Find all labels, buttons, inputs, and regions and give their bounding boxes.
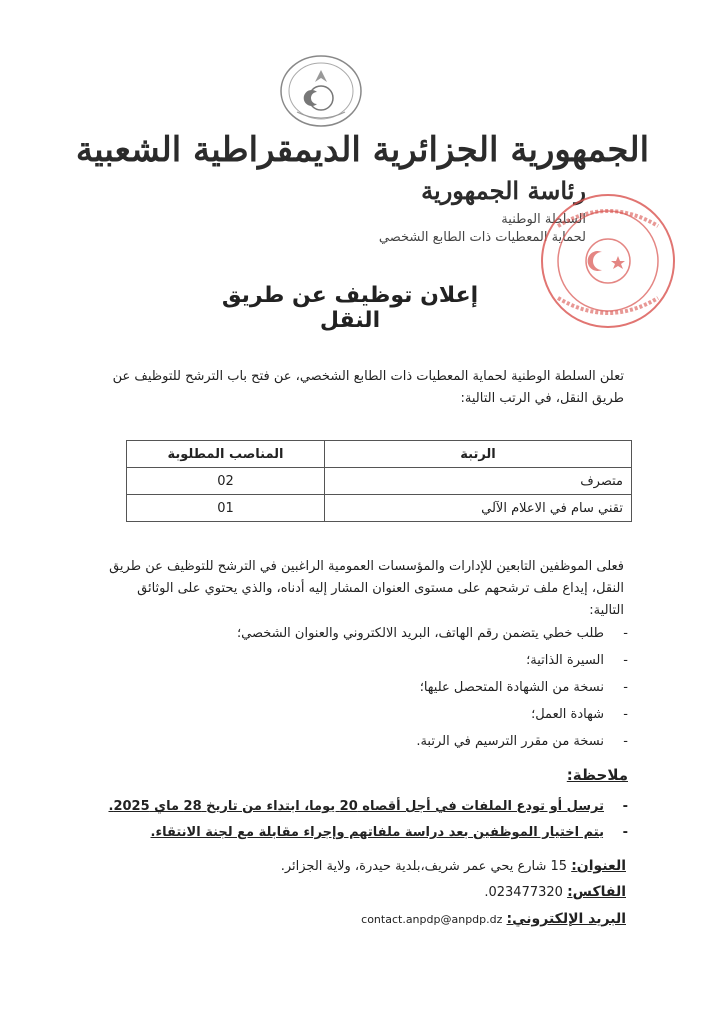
official-stamp-icon	[538, 186, 678, 336]
positions-cell: 02	[127, 468, 325, 495]
intro-paragraph: تعلن السلطة الوطنية لحماية المعطيات ذات الطابع الشخصي، عن فتح باب الترشح للتوظيف عن طريق النقل، في الرتب التالية:	[112, 369, 624, 406]
rank-cell: متصرف	[325, 468, 632, 495]
country-name: الجمهورية الجزائرية الديمقراطية الشعبية	[75, 130, 650, 170]
table-header-row	[127, 441, 632, 468]
authority-line-2: لحماية المعطيات ذات الطابع الشخصي	[378, 230, 586, 245]
list-item: - ترسل أو تودع الملفات في أجل أقصاه 20 يوما، ابتداء من تاريخ 28 ماي 2025.	[108, 794, 628, 820]
fax-label: الفاكس:	[567, 884, 626, 900]
authority-line-1: السلطة الوطنية	[501, 212, 586, 227]
list-item: - نسخة من الشهادة المتحصل عليها؛	[188, 674, 628, 701]
address-value: 15 شارع يحي عمر شريف،بلدية حيدرة، ولاية الجزائر.	[280, 859, 568, 874]
notes-title: ملاحظة:	[566, 766, 628, 784]
document-title: إعلان توظيف عن طريق النقل	[221, 283, 479, 333]
positions-cell: 01	[127, 495, 325, 522]
list-item: - طلب خطي يتضمن رقم الهاتف، البريد الالكتروني والعنوان الشخصي؛	[188, 620, 628, 647]
table-row	[127, 495, 632, 522]
email-line	[361, 911, 626, 927]
list-item: - يتم اختيار الموظفين بعد دراسة ملفاتهم وإجراء مقابلة مع لجنة الانتقاء.	[108, 820, 628, 846]
notes-list	[108, 794, 628, 846]
list-item: - السيرة الذاتية؛	[188, 647, 628, 674]
table-row	[127, 468, 632, 495]
fax-value: 023477320.	[484, 885, 563, 900]
ranks-table	[126, 440, 632, 522]
address-line	[281, 858, 626, 874]
national-emblem-icon	[277, 52, 365, 130]
email-value[interactable]: contact.anpdp@anpdp.dz	[361, 913, 503, 926]
required-documents-list	[188, 620, 628, 755]
rank-cell: تقني سام في الاعلام الآلي	[325, 495, 632, 522]
presidency-label: رئاسة الجمهورية	[421, 176, 586, 205]
list-item: - نسخة من مقرر الترسيم في الرتبة.	[188, 728, 628, 755]
email-label: البريد الإلكتروني:	[506, 911, 626, 927]
application-paragraph: فعلى الموظفين التابعين للإدارات والمؤسسات العمومية الراغبين في الترشح للتوظيف عن طريق النقل، إيداع ملف ترشحهم على مستوى العنوان المشار إليه أدناه، والذي يحتوي على الوثائق التالية:	[109, 559, 624, 618]
header-positions: المناصب المطلوبة	[127, 441, 325, 468]
address-label: العنوان:	[571, 858, 626, 874]
list-item: - شهادة العمل؛	[188, 701, 628, 728]
fax-line	[484, 884, 626, 900]
header-rank: الرتبة	[325, 441, 632, 468]
